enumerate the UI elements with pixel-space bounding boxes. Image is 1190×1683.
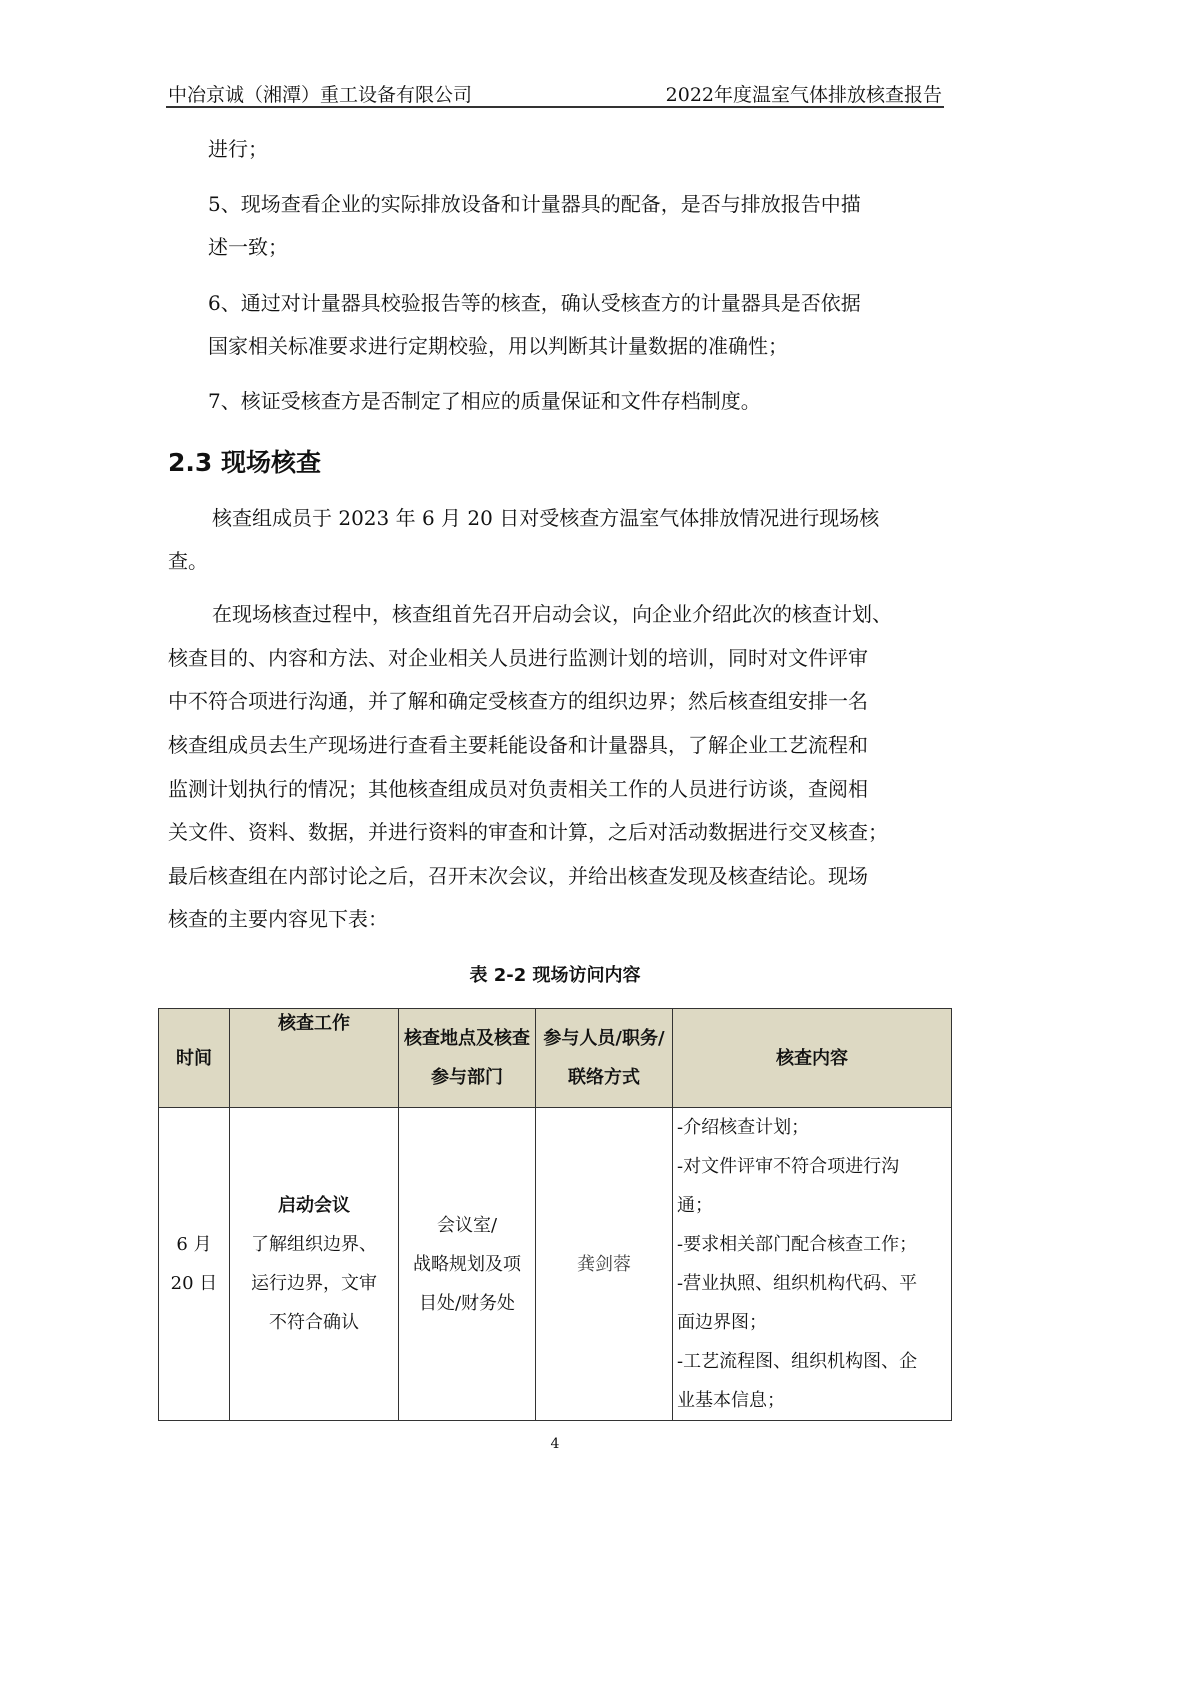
body-line: 关文件、资料、数据，并进行资料的审查和计算，之后对活动数据进行交叉核查；: [168, 820, 888, 844]
table-caption: 表 2-2 现场访问内容: [469, 965, 641, 986]
content-line: -要求相关部门配合核查工作；: [677, 1234, 918, 1255]
content-line: -营业执照、组织机构代码、平: [677, 1273, 918, 1294]
header-company: 中冶京诚（湘潭）重工设备有限公司: [168, 84, 473, 106]
cell-place: [399, 1108, 536, 1421]
col-header-content: 核查内容: [673, 1009, 952, 1108]
body-line: 核查组成员去生产现场进行查看主要耗能设备和计量器具，了解企业工艺流程和: [168, 733, 868, 757]
body-line: 核查的主要内容见下表：: [168, 907, 388, 931]
body-line: 述一致；: [208, 235, 288, 259]
cell-people: 龚剑蓉: [536, 1108, 673, 1421]
body-line: 在现场核查过程中，核查组首先召开启动会议，向企业介绍此次的核查计划、: [212, 602, 892, 626]
work-title: 启动会议: [278, 1195, 350, 1216]
col-header-place: 核查地点及核查参与部门: [399, 1009, 536, 1108]
page-number: 4: [550, 1436, 560, 1452]
content-line: -介绍核查计划；: [677, 1117, 810, 1138]
body-line: 国家相关标准要求进行定期校验，用以判断其计量数据的准确性；: [208, 334, 788, 358]
table-header-row: [159, 1009, 952, 1108]
body-line: 中不符合项进行沟通，并了解和确定受核查方的组织边界；然后核查组安排一名: [168, 689, 868, 713]
cell-content: [673, 1108, 952, 1421]
body-line: 进行；: [208, 137, 268, 161]
place-line: 会议室/: [436, 1214, 498, 1236]
table-row: [159, 1108, 952, 1421]
body-line: 查。: [168, 549, 208, 573]
time-line: 6 月: [176, 1234, 212, 1255]
cell-work: [230, 1108, 399, 1421]
body-line: 6、通过对计量器具校验报告等的核查，确认受核查方的计量器具是否依据: [208, 291, 861, 315]
place-line: 目处/财务处: [418, 1292, 516, 1314]
work-desc-line: 了解组织边界、: [251, 1234, 377, 1255]
content-line: 面边界图；: [677, 1312, 767, 1333]
header-report-title: 2022年度温室气体排放核查报告: [665, 84, 942, 106]
body-line: 7、核证受核查方是否制定了相应的质量保证和文件存档制度。: [208, 389, 761, 413]
col-header-people: 参与人员/职务/联络方式: [536, 1009, 673, 1108]
col-header-time: 时间: [159, 1009, 230, 1108]
place-line: 战略规划及项: [413, 1253, 521, 1275]
section-heading: 2.3 现场核查: [168, 448, 321, 477]
body-line: 核查目的、内容和方法、对企业相关人员进行监测计划的培训，同时对文件评审: [168, 646, 868, 670]
time-line: 20 日: [170, 1273, 218, 1294]
content-line: -对文件评审不符合项进行沟: [677, 1156, 900, 1177]
header-divider: [166, 106, 944, 108]
work-desc-line: 不符合确认: [269, 1312, 359, 1333]
body-line: 监测计划执行的情况；其他核查组成员对负责相关工作的人员进行访谈，查阅相: [168, 777, 868, 801]
content-line: 通；: [677, 1195, 713, 1216]
content-line: -工艺流程图、组织机构图、企: [677, 1351, 918, 1372]
site-visit-table: [158, 1008, 952, 1421]
body-line: 核查组成员于 2023 年 6 月 20 日对受核查方温室气体排放情况进行现场核: [212, 506, 880, 530]
body-line: 最后核查组在内部讨论之后，召开末次会议，并给出核查发现及核查结论。现场: [168, 864, 868, 888]
cell-time: [159, 1108, 230, 1421]
col-header-work: 核查工作: [230, 1009, 399, 1108]
body-line: 5、现场查看企业的实际排放设备和计量器具的配备，是否与排放报告中描: [208, 192, 861, 216]
work-desc-line: 运行边界，文审: [251, 1273, 377, 1294]
content-line: 业基本信息；: [677, 1390, 785, 1411]
